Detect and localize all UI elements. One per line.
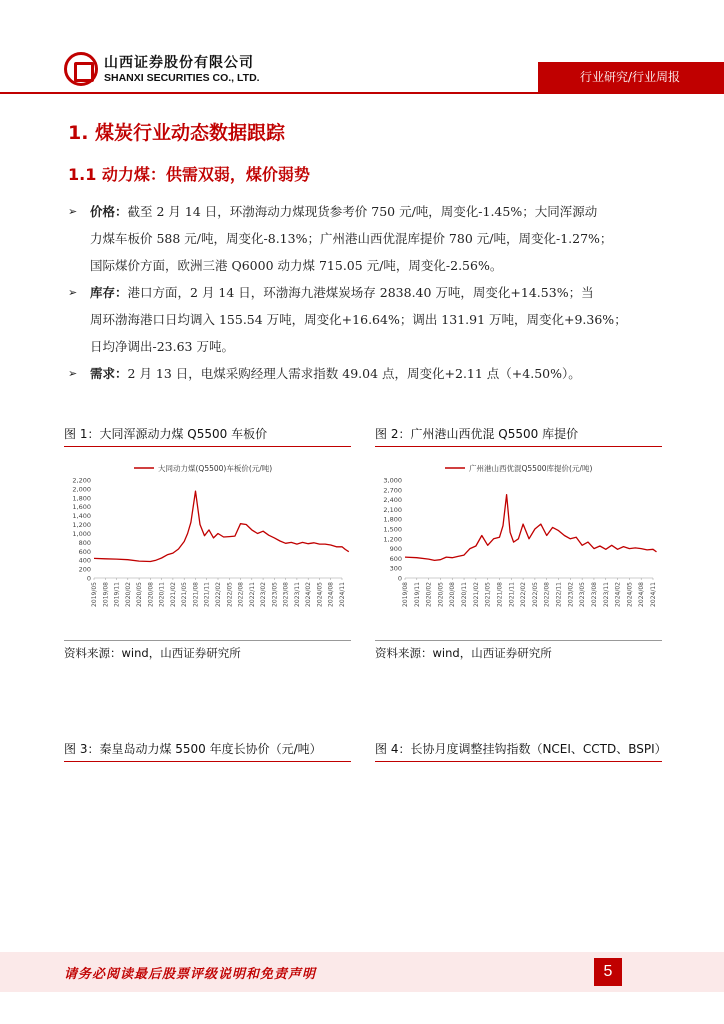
figure-2-source: 资料来源：wind，山西证券研究所 — [375, 646, 552, 660]
arrow-bullet-icon: ➢ — [68, 367, 78, 380]
y-tick-label: 2,000 — [72, 485, 91, 494]
y-tick-label: 1,200 — [72, 521, 91, 530]
y-tick-label: 200 — [78, 565, 91, 574]
bullet-inventory — [68, 279, 668, 360]
figure-3-title: 图 3：秦皇岛动力煤 5500 年度长协价（元/吨） — [64, 742, 322, 756]
y-tick-label: 3,000 — [383, 476, 402, 485]
header-rule — [0, 92, 724, 94]
page-footer — [0, 952, 724, 992]
section-heading: 1. 煤炭行业动态数据跟踪 — [68, 122, 286, 144]
bullet-text: 国际煤价方面，欧洲三港 Q6000 动力煤 715.05 元/吨，周变化-2.56%。 — [90, 258, 503, 273]
bullet-label: 价格： — [90, 204, 128, 219]
bullet-text: 力煤车板价 588 元/吨，周变化-8.13%；广州港山西优混库提价 780 元/吨，周变化-1.27%； — [90, 231, 613, 246]
x-tick-label: 2024/11 — [339, 582, 346, 607]
figure-1-bottom-rule — [64, 640, 351, 641]
figure-3-rule — [64, 761, 351, 762]
y-tick-label: 0 — [86, 574, 91, 583]
x-tick-label: 2021/05 — [484, 582, 492, 607]
x-tick-label: 2024/08 — [327, 582, 335, 607]
figure-1-title: 图 1：大同浑源动力煤 Q5500 车板价 — [64, 427, 268, 441]
x-tick-label: 2023/11 — [602, 582, 610, 607]
x-tick-label: 2022/08 — [237, 582, 245, 607]
x-tick-label: 2021/08 — [192, 582, 200, 607]
chart-legend — [445, 463, 592, 473]
x-tick-label: 2020/05 — [136, 582, 144, 607]
y-tick-label: 1,400 — [72, 512, 91, 521]
x-tick-label: 2022/05 — [226, 582, 234, 607]
y-tick-label: 0 — [397, 574, 402, 583]
series-line — [405, 495, 657, 561]
figure-2-rule — [375, 446, 662, 447]
y-tick-label: 2,700 — [383, 486, 402, 495]
bullet-text: 2 月 13 日，电煤采购经理人需求指数 49.04 点，周变化+2.11 点（+4.50%）。 — [127, 366, 581, 381]
x-tick-label: 2021/02 — [472, 582, 480, 607]
x-tick-label: 2024/05 — [626, 582, 634, 607]
legend-label: 大同动力煤(Q5500)车板价(元/吨) — [158, 464, 273, 473]
x-tick-label: 2024/05 — [316, 582, 324, 607]
x-tick-label: 2020/11 — [461, 582, 469, 607]
figure-1-chart — [64, 456, 351, 634]
report-category: 行业研究/行业周报 — [538, 62, 724, 92]
x-tick-label: 2023/05 — [579, 582, 587, 607]
arrow-bullet-icon: ➢ — [68, 286, 78, 299]
bullet-demand — [68, 360, 668, 387]
y-tick-label: 1,800 — [383, 515, 402, 524]
x-tick-label: 2019/08 — [402, 582, 409, 607]
bullet-price — [68, 198, 668, 279]
bullet-label: 需求： — [90, 366, 128, 381]
x-tick-label: 2022/02 — [520, 582, 528, 607]
x-tick-label: 2020/08 — [147, 582, 155, 607]
y-tick-label: 1,200 — [383, 535, 402, 544]
y-tick-label: 900 — [389, 545, 402, 554]
x-tick-label: 2022/11 — [555, 582, 563, 607]
figure-4-title: 图 4：长协月度调整挂钩指数（NCEI、CCTD、BSPI） — [375, 742, 667, 756]
x-tick-label: 2021/08 — [496, 582, 504, 607]
y-tick-label: 600 — [78, 547, 91, 556]
y-tick-label: 800 — [78, 538, 91, 547]
figure-2-bottom-rule — [375, 640, 662, 641]
subsection-heading: 1.1 动力煤：供需双弱，煤价弱势 — [68, 165, 310, 184]
bullet-label: 库存： — [90, 285, 128, 300]
x-tick-label: 2019/08 — [102, 582, 110, 607]
y-tick-label: 400 — [78, 556, 91, 565]
legend-label: 广州港山西优混Q5500库提价(元/吨) — [469, 464, 593, 473]
x-tick-label: 2024/02 — [305, 582, 313, 607]
x-tick-label: 2024/02 — [614, 582, 622, 607]
x-tick-label: 2020/08 — [449, 582, 457, 607]
x-tick-label: 2020/02 — [425, 582, 433, 607]
company-name-cn: 山西证券股份有限公司 — [104, 55, 254, 71]
page-header — [0, 0, 724, 96]
x-tick-label: 2020/11 — [158, 582, 166, 607]
x-tick-label: 2021/11 — [203, 582, 211, 607]
x-tick-label: 2023/08 — [282, 582, 290, 607]
y-tick-label: 600 — [389, 554, 402, 563]
figure-1-source: 资料来源：wind，山西证券研究所 — [64, 646, 241, 660]
y-tick-label: 300 — [389, 564, 402, 573]
x-tick-label: 2022/11 — [248, 582, 256, 607]
figure-2-title: 图 2：广州港山西优混 Q5500 库提价 — [375, 427, 579, 441]
bullet-list — [68, 198, 668, 387]
y-tick-label: 1,500 — [383, 525, 402, 534]
x-tick-label: 2019/11 — [113, 582, 121, 607]
x-tick-label: 2022/08 — [543, 582, 551, 607]
x-tick-label: 2023/05 — [271, 582, 279, 607]
series-line — [94, 491, 349, 561]
company-name-en: SHANXI SECURITIES CO., LTD. — [104, 72, 260, 84]
x-tick-label: 2023/02 — [260, 582, 268, 607]
x-tick-label: 2019/11 — [413, 582, 421, 607]
x-tick-label: 2024/11 — [650, 582, 657, 607]
bullet-text: 日均净调出-23.63 万吨。 — [90, 339, 234, 354]
x-tick-label: 2024/08 — [638, 582, 646, 607]
figure-2-chart — [375, 456, 662, 634]
y-tick-label: 1,000 — [72, 529, 91, 538]
y-tick-label: 2,100 — [383, 505, 402, 514]
x-tick-label: 2021/02 — [169, 582, 177, 607]
x-tick-label: 2022/05 — [531, 582, 539, 607]
x-tick-label: 2021/05 — [181, 582, 189, 607]
bullet-text: 港口方面，2 月 14 日，环渤海九港煤炭场存 2838.40 万吨，周变化+14.53%；当 — [127, 285, 594, 300]
x-tick-label: 2020/05 — [437, 582, 445, 607]
x-tick-label: 2023/08 — [590, 582, 598, 607]
x-tick-label: 2022/02 — [215, 582, 222, 607]
chart-legend — [134, 463, 272, 473]
x-tick-label: 2023/11 — [293, 582, 301, 607]
bullet-text: 截至 2 月 14 日，环渤海动力煤现货参考价 750 元/吨，周变化-1.45%；大同浑源动 — [127, 204, 598, 219]
y-tick-label: 2,200 — [72, 476, 91, 485]
disclaimer-link[interactable]: 请务必阅读最后股票评级说明和免责声明 — [64, 967, 317, 982]
y-tick-label: 2,400 — [383, 496, 402, 505]
x-tick-label: 2021/11 — [508, 582, 516, 607]
x-tick-label: 2023/02 — [567, 582, 575, 607]
y-tick-label: 1,600 — [72, 503, 91, 512]
figure-1-rule — [64, 446, 351, 447]
bullet-text: 周环渤海港口日均调入 155.54 万吨，周变化+16.64%；调出 131.91 万吨，周变化+9.36%； — [90, 312, 627, 327]
arrow-bullet-icon: ➢ — [68, 205, 78, 218]
page-number: 5 — [594, 958, 622, 986]
company-logo-icon — [64, 52, 98, 86]
figure-4-rule — [375, 761, 662, 762]
y-tick-label: 1,800 — [72, 494, 91, 503]
x-tick-label: 2020/02 — [124, 582, 132, 607]
x-tick-label: 2019/05 — [91, 582, 98, 607]
